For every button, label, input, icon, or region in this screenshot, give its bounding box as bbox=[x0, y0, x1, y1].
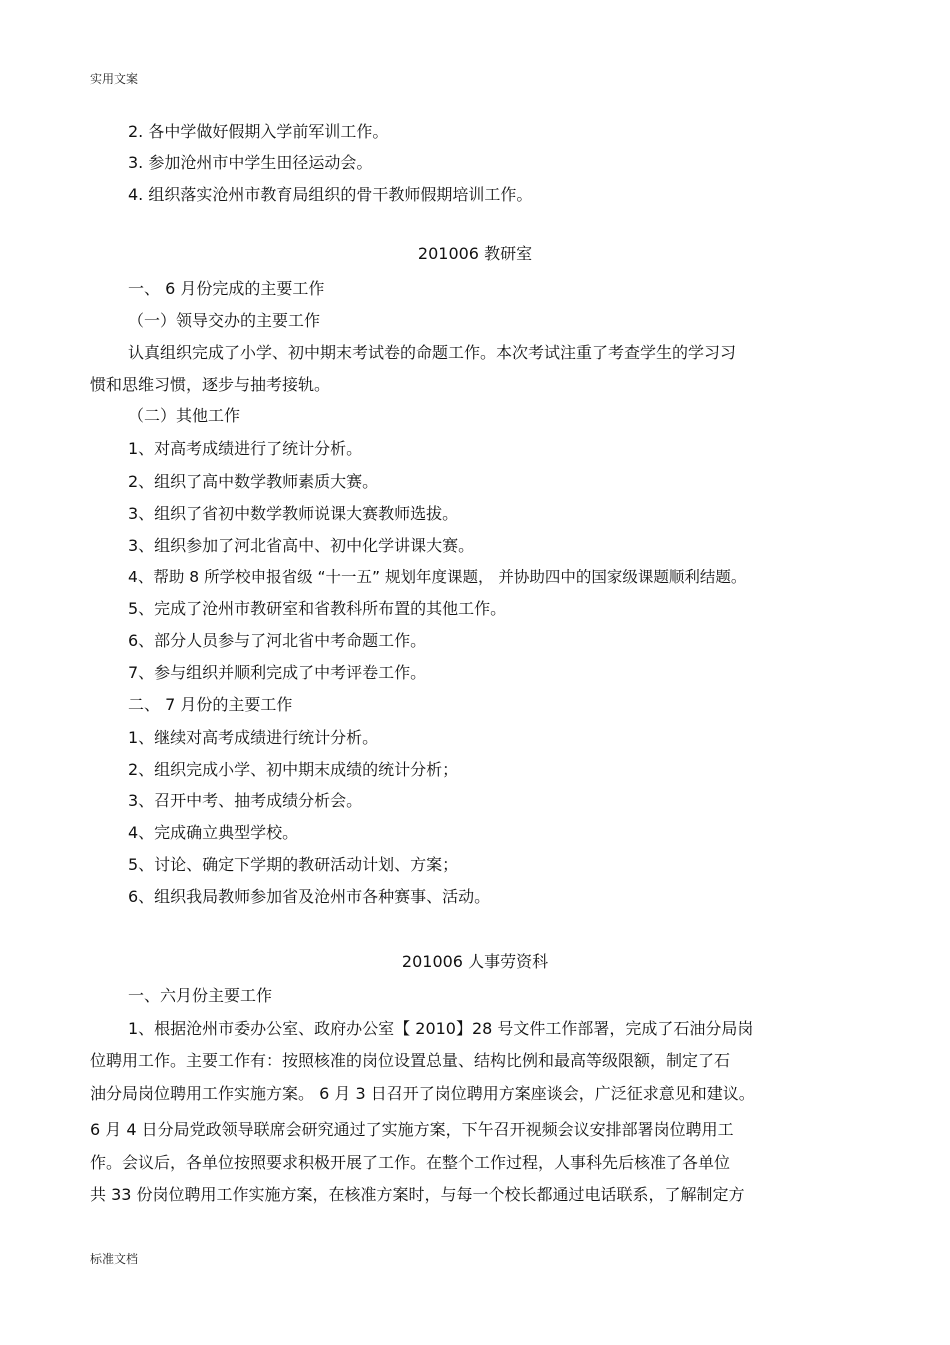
list-item: 1、继续对高考成绩进行统计分析。 bbox=[128, 728, 379, 747]
paragraph-line: 作。会议后，各单位按照要求积极开展了工作。在整个工作过程，人事科先后核准了各单位 bbox=[90, 1153, 731, 1172]
list-item: 5、讨论、确定下学期的教研活动计划、方案； bbox=[128, 855, 459, 874]
paragraph-line: 1、根据沧州市委办公室、政府办公室【 2010】28 号文件工作部署，完成了石油分局岗 bbox=[128, 1019, 754, 1038]
section-heading: 一、 6 月份完成的主要工作 bbox=[128, 279, 325, 298]
section-title: 201006 教研室 bbox=[417, 244, 533, 263]
list-item: 3、召开中考、抽考成绩分析会。 bbox=[128, 791, 363, 810]
list-item: 3、组织参加了河北省高中、初中化学讲课大赛。 bbox=[128, 536, 475, 555]
list-item: 5、完成了沧州市教研室和省教科所布置的其他工作。 bbox=[128, 599, 507, 618]
list-item: 7、参与组织并顺利完成了中考评卷工作。 bbox=[128, 663, 427, 682]
list-item: 4、完成确立典型学校。 bbox=[128, 823, 299, 842]
list-item: 4. 组织落实沧州市教育局组织的骨干教师假期培训工作。 bbox=[128, 185, 533, 204]
paragraph-line: 认真组织完成了小学、初中期末考试卷的命题工作。本次考试注重了考查学生的学习习 bbox=[128, 343, 737, 362]
paragraph-line: 6 月 4 日分局党政领导联席会研究通过了实施方案，下午召开视频会议安排部署岗位聘用工 bbox=[90, 1120, 734, 1139]
list-item: 3. 参加沧州市中学生田径运动会。 bbox=[128, 153, 373, 172]
sub-heading: （一）领导交办的主要工作 bbox=[128, 311, 321, 330]
list-item: 4、帮助 8 所学校申报省级 “十一五” 规划年度课题， 并协助四中的国家级课题顺利结题。 bbox=[128, 568, 747, 586]
page-header: 实用文案 bbox=[90, 72, 139, 86]
section-heading: 二、 7 月份的主要工作 bbox=[128, 695, 293, 714]
list-item: 2. 各中学做好假期入学前军训工作。 bbox=[128, 122, 389, 141]
list-item: 3、组织了省初中数学教师说课大赛教师选拔。 bbox=[128, 504, 459, 523]
section-heading: 一、六月份主要工作 bbox=[128, 986, 273, 1005]
section-title: 201006 人事劳资科 bbox=[401, 952, 549, 971]
paragraph-line: 油分局岗位聘用工作实施方案。 6 月 3 日召开了岗位聘用方案座谈会，广泛征求意见和建议。 bbox=[90, 1084, 755, 1103]
list-item: 2、组织了高中数学教师素质大赛。 bbox=[128, 472, 379, 491]
list-item: 6、部分人员参与了河北省中考命题工作。 bbox=[128, 631, 427, 650]
paragraph-line: 位聘用工作。主要工作有：按照核准的岗位设置总量、结构比例和最高等级限额，制定了石 bbox=[90, 1051, 731, 1070]
page-footer: 标准文档 bbox=[90, 1252, 139, 1266]
list-item: 6、组织我局教师参加省及沧州市各种赛事、活动。 bbox=[128, 887, 491, 906]
list-item: 1、对高考成绩进行了统计分析。 bbox=[128, 439, 363, 458]
paragraph-line: 惯和思维习惯，逐步与抽考接轨。 bbox=[90, 375, 331, 394]
list-item: 2、组织完成小学、初中期末成绩的统计分析； bbox=[128, 760, 459, 779]
sub-heading: （二）其他工作 bbox=[128, 406, 241, 425]
paragraph-line: 共 33 份岗位聘用工作实施方案，在核准方案时，与每一个校长都通过电话联系，了解制定方 bbox=[90, 1185, 745, 1204]
